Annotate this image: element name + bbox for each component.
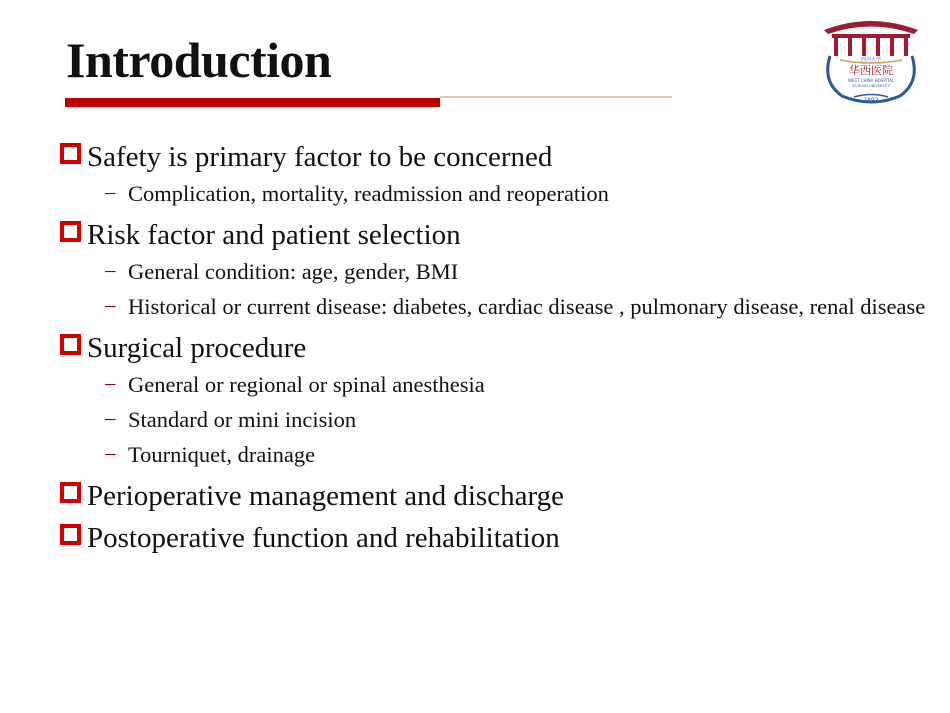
- square-bullet-icon: [60, 143, 81, 164]
- dash-bullet-icon: −: [104, 442, 117, 467]
- dash-bullet-icon: −: [104, 407, 117, 432]
- logo-top-text: 四川大学: [860, 57, 882, 63]
- sub-bullet-item: [104, 371, 940, 399]
- sub-bullet-item: [104, 441, 940, 469]
- bullet-item: [60, 140, 940, 174]
- title-underline-red: [65, 98, 440, 107]
- sub-bullet-item: [104, 258, 940, 286]
- sub-bullet-text: General condition: age, gender, BMI: [128, 259, 459, 284]
- logo-year: 1892: [863, 97, 879, 104]
- logo-english-line1: WEST CHINA HOSPITAL: [847, 78, 895, 83]
- sub-bullet-item: [104, 180, 940, 208]
- square-bullet-icon: [60, 221, 81, 242]
- dash-bullet-icon: −: [104, 181, 117, 206]
- bullet-item: [60, 521, 940, 555]
- square-bullet-icon: [60, 482, 81, 503]
- dash-bullet-icon: −: [104, 372, 117, 397]
- bullet-item: [60, 479, 940, 513]
- sub-bullet-item: [104, 293, 940, 321]
- sub-bullet-text: Complication, mortality, readmission and reoperation: [128, 181, 609, 206]
- bullet-list: [60, 140, 940, 555]
- sub-bullet-item: [104, 406, 940, 434]
- sub-bullet-text: Historical or current disease: diabetes, cardiac disease , pulmonary disease, renal disease: [128, 294, 926, 319]
- sub-bullet-text: Standard or mini incision: [128, 407, 357, 432]
- hospital-logo: [818, 12, 924, 108]
- page-title: Introduction: [66, 32, 332, 88]
- bullet-heading: Perioperative management and discharge: [87, 480, 564, 512]
- square-bullet-icon: [60, 524, 81, 545]
- square-bullet-icon: [60, 334, 81, 355]
- logo-chinese-name: 华西医院: [849, 64, 893, 77]
- bullet-item: [60, 331, 940, 365]
- sub-bullet-text: Tourniquet, drainage: [128, 442, 316, 467]
- bullet-item: [60, 218, 940, 252]
- bullet-heading: Safety is primary factor to be concerned: [87, 141, 553, 173]
- bullet-heading: Risk factor and patient selection: [87, 219, 461, 251]
- bullet-heading: Postoperative function and rehabilitation: [87, 522, 560, 554]
- dash-bullet-icon: −: [104, 294, 117, 319]
- title-underline-thin: [440, 96, 672, 98]
- sub-bullet-text: General or regional or spinal anesthesia: [128, 372, 485, 397]
- logo-english-line2: SICHUAN UNIVERSITY: [852, 84, 890, 88]
- bullet-heading: Surgical procedure: [87, 332, 307, 364]
- dash-bullet-icon: −: [104, 259, 117, 284]
